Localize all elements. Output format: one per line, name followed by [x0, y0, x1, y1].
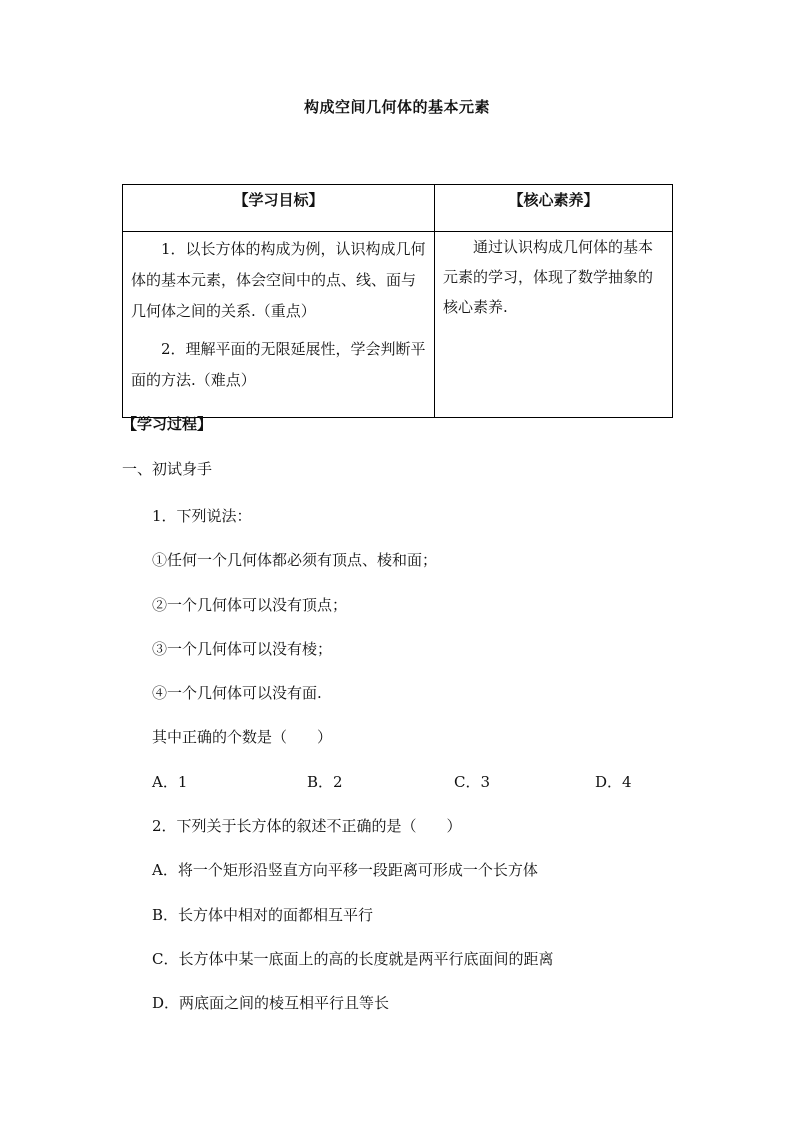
q1-stem: 1．下列说法：	[152, 507, 252, 525]
q2-option-a: A．将一个矩形沿竖直方向平移一段距离可形成一个长方体	[152, 861, 538, 879]
q2-option-b: B．长方体中相对的面都相互平行	[152, 906, 374, 924]
goals-header: 【学习目标】	[123, 185, 435, 232]
q1-option-c: C．3	[454, 773, 491, 791]
goal-item-1: 1．以长方体的构成为例，认识构成几何体的基本元素，体会空间中的点、线、面与几何体之间的关系.（重点）	[131, 240, 426, 320]
goals-table	[122, 184, 673, 418]
section-heading: 一、初试身手	[122, 460, 213, 478]
literacy-cell	[435, 232, 673, 418]
q1-option-b: B．2	[307, 773, 343, 791]
q1-option-d: D．4	[595, 773, 632, 791]
goal-item-2: 2．理解平面的无限延展性，学会判断平面的方法.（难点）	[131, 340, 426, 389]
q1-statement-1: ①任何一个几何体都必须有顶点、棱和面；	[152, 551, 438, 569]
literacy-text: 通过认识构成几何体的基本元素的学习，体现了数学抽象的核心素养.	[443, 238, 654, 316]
q1-option-a: A．1	[152, 773, 188, 791]
goals-cell	[123, 232, 435, 418]
literacy-header: 【核心素养】	[435, 185, 673, 232]
q2-stem: 2．下列关于长方体的叙述不正确的是（ ）	[152, 817, 462, 835]
q1-statement-3: ③一个几何体可以没有棱；	[152, 640, 333, 658]
q1-statement-2: ②一个几何体可以没有顶点；	[152, 596, 348, 614]
q1-ask: 其中正确的个数是（ ）	[152, 728, 333, 746]
page-title: 构成空间几何体的基本元素	[303, 98, 490, 116]
process-label: 【学习过程】	[122, 415, 213, 433]
q2-option-d: D．两底面之间的棱互相平行且等长	[152, 994, 390, 1012]
q2-option-c: C．长方体中某一底面上的高的长度就是两平行底面间的距离	[152, 950, 554, 968]
q1-statement-4: ④一个几何体可以没有面.	[152, 684, 322, 702]
